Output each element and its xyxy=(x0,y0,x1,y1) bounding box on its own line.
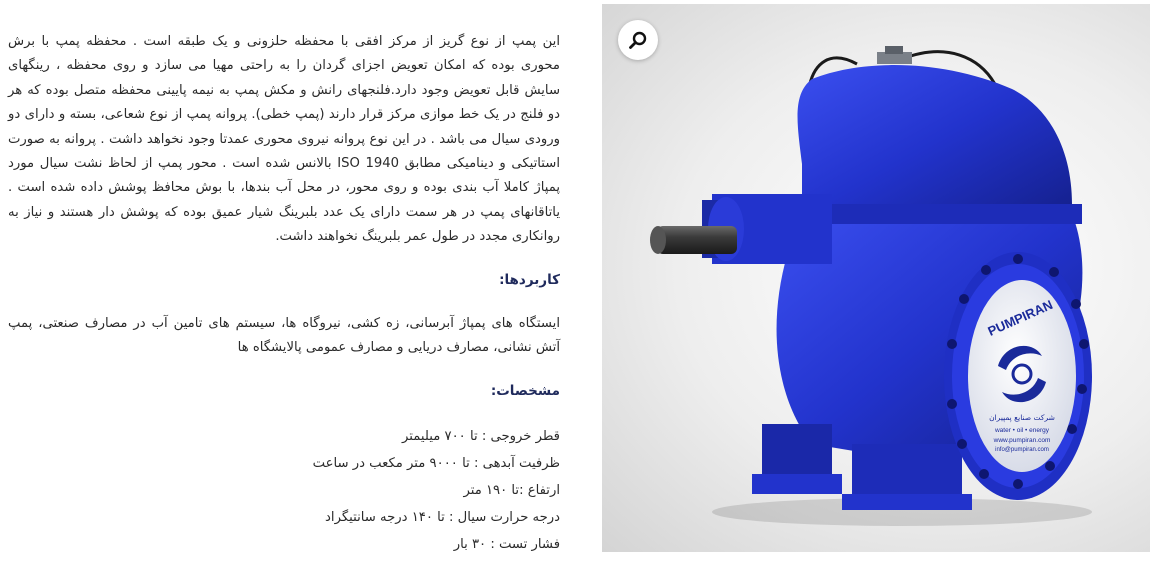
spec-item: ظرفیت آبدهی : تا ۹۰۰۰ متر مکعب در ساعت xyxy=(312,456,560,472)
pump-company-label: شرکت صنایع پمپیران xyxy=(989,413,1055,422)
specs-heading: مشخصات: xyxy=(490,382,560,399)
product-image-panel[interactable] xyxy=(602,4,1150,552)
pump-tagline-label: water • oil • energy xyxy=(994,427,1050,434)
description-paragraph: این پمپ از نوع گریز از مرکز افقی با محفظه حلزونی و یک طبقه است . محفظه پمپ با برش محوری بوده که امکان تعویض اجزای گردان را به راحتی مهیا می سازد و روی محفظه ، رینگهای سایش قابل تعویض وجود دارد.فلنجهای رانش و مکش پمپ به نیمه پایینی محفظه متصل بوده که هر دو فلنج در یک خط موازی مرکز قرار دارند (پمپ خطی). پروانه پمپ از نوع شعاعی، بسته و دارای دو ورودی سیال می باشد . در این نوع پروانه نیروی محوری عمدتا وجود نخواهد داشت . پروانه به صورت استاتیکی و دینامیکی مطابق ISO 1940 بالانس شده است . محور پمپ از لحاظ نشت سیال مورد پمپاژ کاملا آب بندی بوده و روی محور، در محل آب بندها، با بوش محافظ پوشش داده شده است . یاتاقانهای پمپ در هر سمت دارای یک عدد بلبرینگ شیار عمیق بوده که پوشش دار هستند و نیاز به روانکاری مجدد در طول عمر بلبرینگ نخواهند داشت. xyxy=(8,34,560,245)
applications-heading: کاربردها: xyxy=(499,271,560,288)
pump-image xyxy=(602,4,1150,552)
search-icon xyxy=(628,30,648,50)
spec-item: قطر خروجی : تا ۷۰۰ میلیمتر xyxy=(402,429,560,445)
spec-item: درجه حرارت سیال : تا ۱۴۰ درجه سانتیگراد xyxy=(325,510,560,526)
pump-website-label: www.pumpiran.com xyxy=(993,437,1051,444)
product-description xyxy=(8,30,560,558)
pump-email-label: info@pumpiran.com xyxy=(995,447,1049,453)
applications-text: ایستگاه های پمپاژ آبرسانی، زه کشی، نیروگاه ها، سیستم های تامین آب در مصارف صنعتی، پمپ آتش نشانی، مصارف دریایی و مصارف عمومی پالایشگاه ها xyxy=(8,316,560,356)
spec-item: ارتفاع :تا ۱۹۰ متر xyxy=(463,483,560,499)
spec-item: فشار تست : ۳۰ بار xyxy=(453,537,560,553)
pump-brand-label: PUMPIRAN xyxy=(985,296,1055,339)
specs-list xyxy=(8,423,560,558)
zoom-button[interactable] xyxy=(618,20,658,60)
